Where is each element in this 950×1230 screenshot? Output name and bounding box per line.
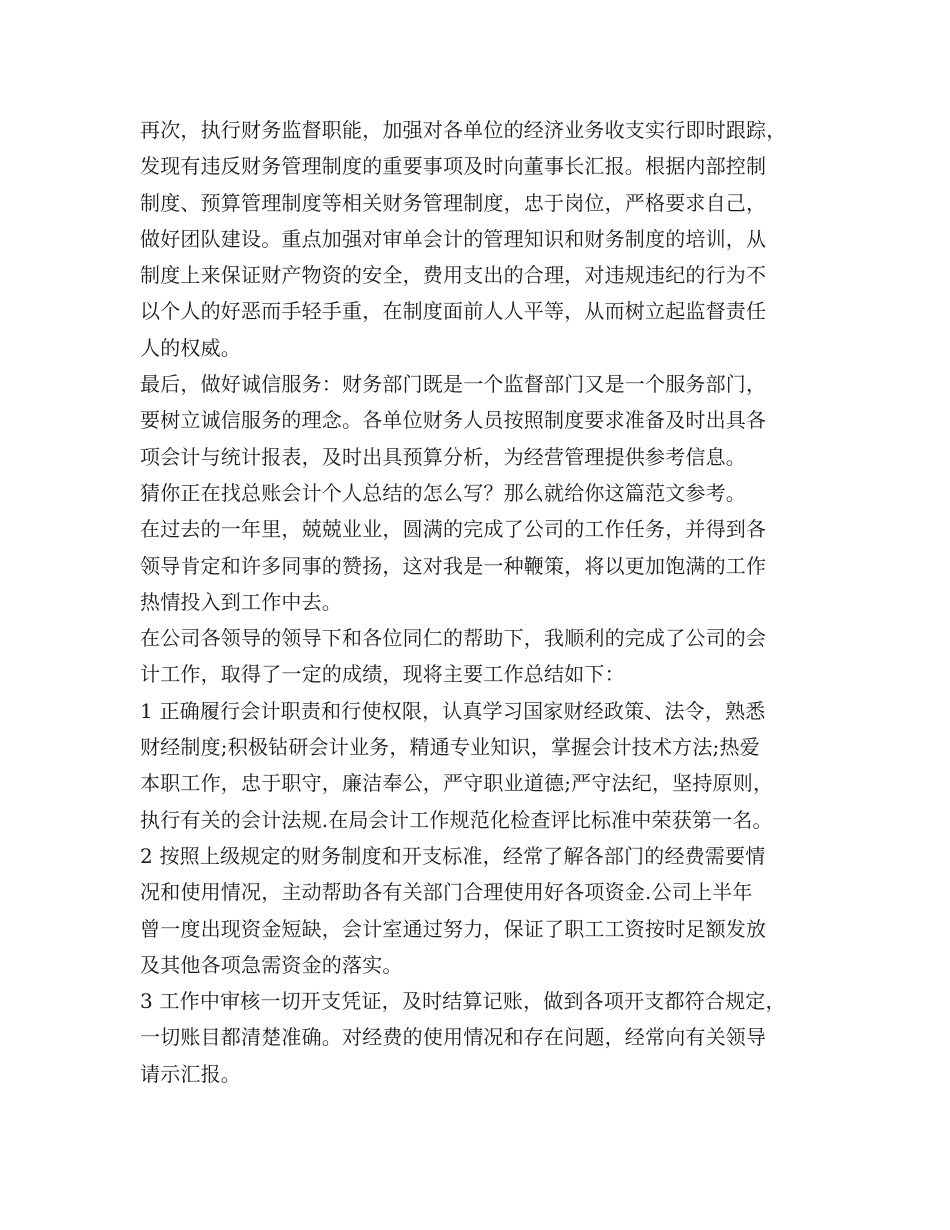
text-line: 及其他各项急需资金的落实。 (140, 952, 403, 977)
text-line: 热情投入到工作中去。 (140, 589, 342, 614)
text-line: 曾一度出现资金短缺，会计室通过努力，保证了职工工资按时足额发放 (140, 916, 767, 941)
text-line: 要树立诚信服务的理念。各单位财务人员按照制度要求准备及时出具各 (140, 408, 767, 433)
text-line: 制度上来保证财产物资的安全，费用支出的合理，对违规违纪的行为不 (140, 263, 767, 288)
text-line: 2 按照上级规定的财务制度和开支标准，经常了解各部门的经费需要情 (140, 843, 766, 868)
text-line: 领导肯定和许多同事的赞扬，这对我是一种鞭策，将以更加饱满的工作 (140, 553, 767, 578)
text-line: 财经制度;积极钻研会计业务，精通专业知识，掌握会计技术方法;热爱 (140, 735, 760, 760)
text-line: 项会计与统计报表，及时出具预算分析，为经营管理提供参考信息。 (140, 444, 746, 469)
text-line: 人的权威。 (140, 335, 241, 360)
text-line: 1 正确履行会计职责和行使权限，认真学习国家财经政策、法令，熟悉 (140, 698, 766, 723)
text-line: 猜你正在找总账会计个人总结的怎么写？那么就给你这篇范文参考。 (140, 480, 746, 505)
text-line: 发现有违反财务管理制度的重要事项及时向董事长汇报。根据内部控制 (140, 154, 767, 179)
text-line: 再次，执行财务监督职能，加强对各单位的经济业务收支实行即时跟踪， (140, 118, 787, 142)
text-line: 一切账目都清楚准确。对经费的使用情况和存在问题，经常向有关领导 (140, 1025, 767, 1050)
text-line: 最后，做好诚信服务：财务部门既是一个监督部门又是一个服务部门， (140, 372, 767, 397)
text-line: 执行有关的会计法规.在局会计工作规范化检查评比标准中荣获第一名。 (140, 807, 773, 832)
text-line: 请示汇报。 (140, 1061, 241, 1086)
document-body (140, 112, 830, 1092)
text-line: 3 工作中审核一切开支凭证，及时结算记账，做到各项开支都符合规定， (140, 989, 786, 1014)
text-line: 在过去的一年里，兢兢业业，圆满的完成了公司的工作任务，并得到各 (140, 517, 767, 542)
text-line: 做好团队建设。重点加强对审单会计的管理知识和财务制度的培训，从 (140, 226, 767, 251)
text-line: 以个人的好恶而手轻手重，在制度面前人人平等，从而树立起监督责任 (140, 299, 767, 324)
text-line: 本职工作，忠于职守，廉洁奉公，严守职业道德;严守法纪，坚持原则， (140, 771, 774, 796)
text-line: 在公司各领导的领导下和各位同仁的帮助下，我顺利的完成了公司的会 (140, 626, 767, 651)
text-line: 制度、预算管理制度等相关财务管理制度，忠于岗位，严格要求自己， (140, 190, 767, 215)
text-line: 计工作，取得了一定的成绩，现将主要工作总结如下： (140, 662, 625, 687)
text-line: 况和使用情况，主动帮助各有关部门合理使用好各项资金.公司上半年 (140, 880, 753, 905)
